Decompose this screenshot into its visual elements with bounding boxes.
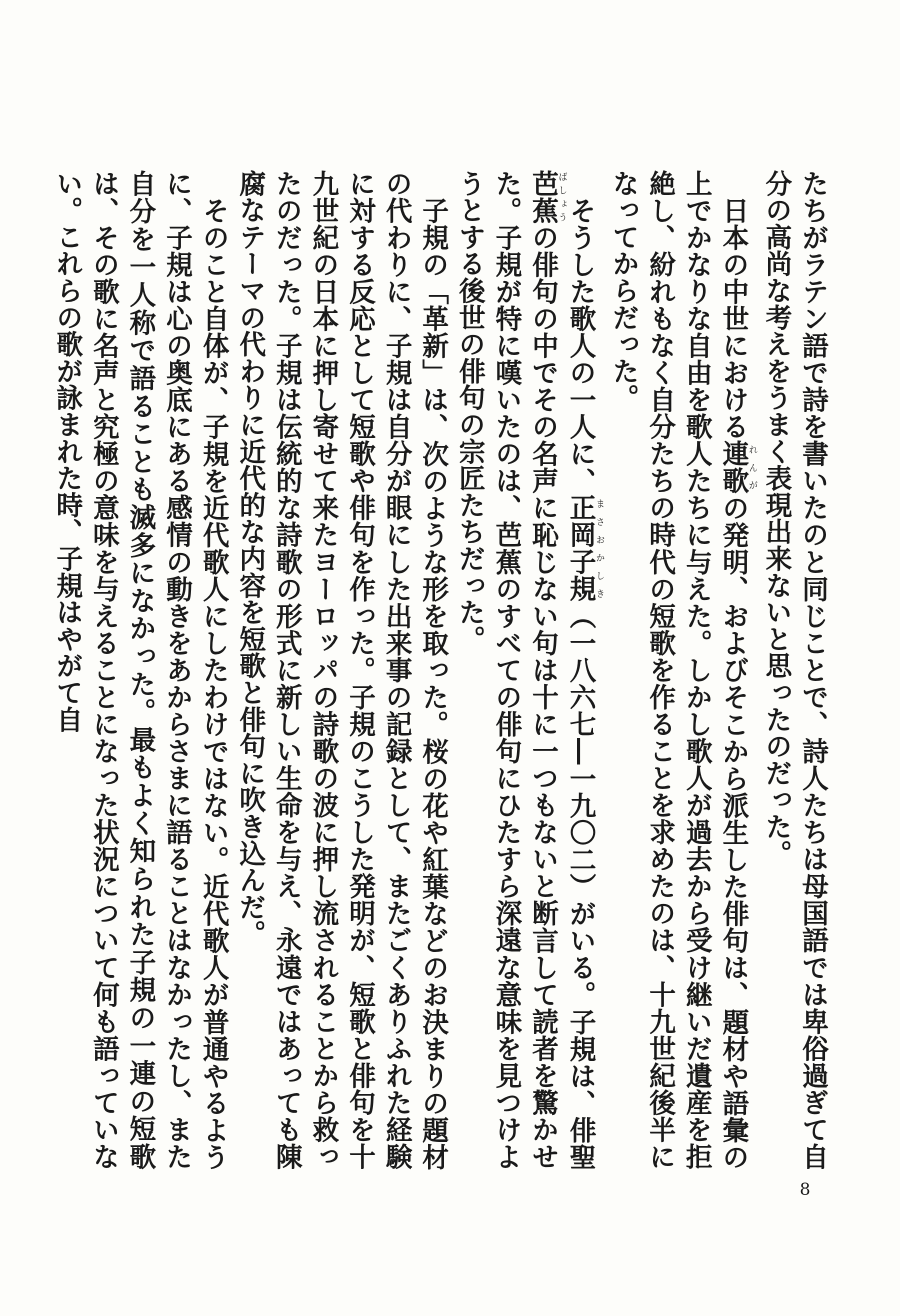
body-text bbox=[51, 170, 830, 1171]
ruby-base: 連歌 bbox=[717, 439, 749, 495]
text-run: 日本の中世における bbox=[717, 196, 749, 440]
paragraph bbox=[757, 170, 830, 1170]
paragraph bbox=[231, 170, 451, 1170]
text-run: たちがラテン語で詩を書いたのと同じことで、詩人たちは母国語では卑俗過ぎて自分の高尚な考えをうまく表現出来ないと思ったのだった。 bbox=[760, 170, 828, 1170]
ruby-reading: まさおかしき bbox=[593, 494, 604, 602]
ruby-base: 芭蕉 bbox=[526, 170, 558, 225]
text-run: 子規の「革新」は、次のような形を取った。桜の花や紅葉などのお決まりの題材の代わりに、子規は自分が眼にした出来事の記録として、またごくありふれた経験に対する反応として短歌や俳句を作った。子規のこうした発明が、短歌と俳句を十九世紀の日本に押し寄せて来たヨーロッパの詩歌の波に押し流されることから救ったのだった。子規は伝統的な詩歌の形式に新しい生命を与え、永遠ではあっても陳腐なテーマの代わりに近代的な内容を短歌と俳句に吹き込んだ。 bbox=[234, 170, 449, 1170]
ruby-reading: ばしょう bbox=[556, 170, 567, 224]
text-run: そのこと自体が、子規を近代歌人にしたわけではない。近代歌人が普通やるように、子規は心の奥底にある感情の動きをあからさまに語ることはなかったし、また自分を一人称で語ることも滅多になかった。最もよく知られた子規の一連の短歌は、その歌に名声と究極の意味を与えることになった状況について何も語っていない。これらの歌が詠まれた時、子規はやがて自 bbox=[51, 170, 229, 1170]
ruby-word bbox=[564, 494, 604, 603]
ruby-word bbox=[526, 170, 567, 225]
paragraph bbox=[48, 170, 231, 1170]
text-run: の俳句の中でその名声に恥じない句は十に一つもないと断言して読者を驚かせた。子規が特に嘆いたのは、芭蕉のすべての俳句にひたすら深遠な意味を見つけようとする後世の俳句の宗匠たちだった。 bbox=[453, 170, 558, 1171]
ruby-base: 正岡子規 bbox=[564, 494, 596, 603]
ruby-word bbox=[717, 439, 757, 495]
paragraph bbox=[450, 170, 604, 1170]
page-number: 8 bbox=[799, 1180, 811, 1200]
text-run: （一八六七―一九〇二）がいる。子規は、俳聖 bbox=[564, 602, 596, 1170]
text-run: そうした歌人の一人に、 bbox=[564, 196, 596, 495]
paragraph bbox=[604, 170, 757, 1170]
ruby-reading: れんが bbox=[746, 439, 757, 494]
text-run: の発明、およびそこから派生した俳句は、題材や語彙の上でかなりな自由を歌人たちに与えた。しかし歌人が過去から受け継いだ遺産を拒絶し、紛れもなく自分たちの時代の短歌を作ることを求めたのは、十九世紀後半になってからだった。 bbox=[607, 170, 749, 1171]
